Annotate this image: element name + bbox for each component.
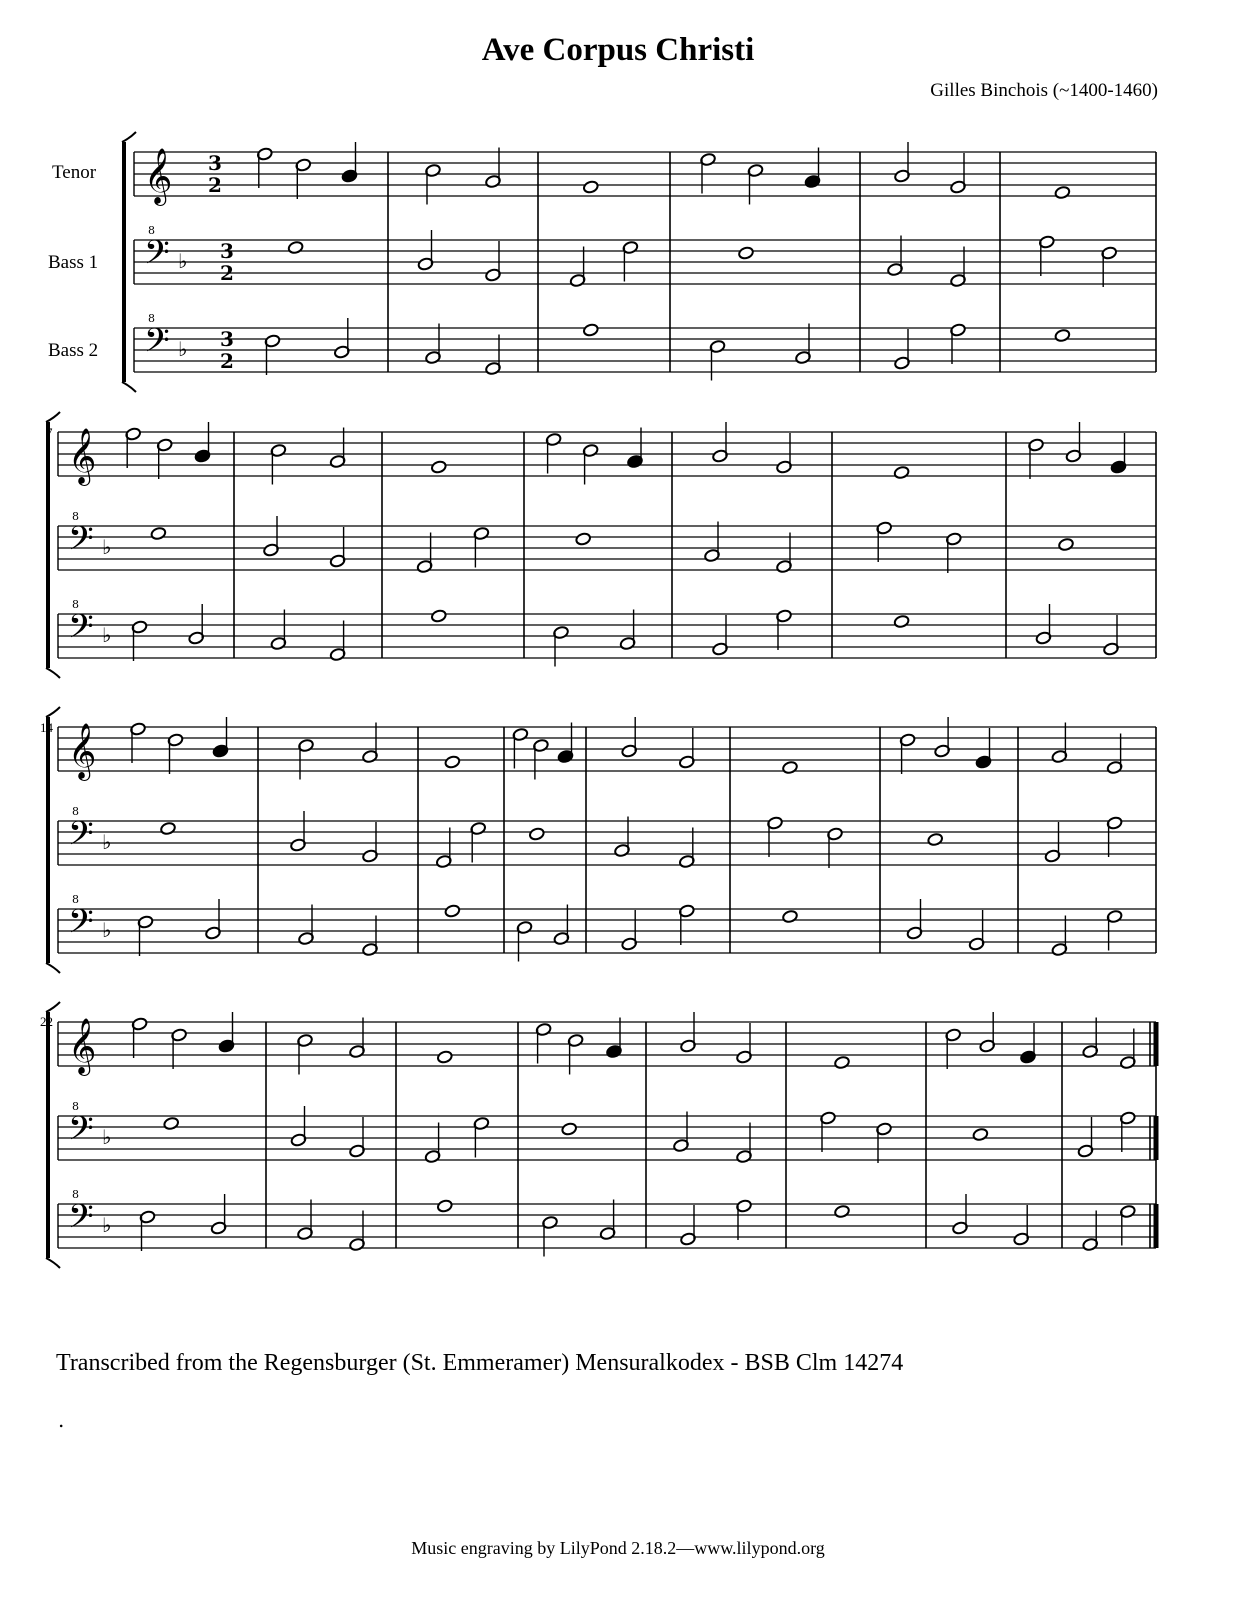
note-head (431, 609, 448, 623)
flat-key-signature: ♭ (102, 918, 112, 942)
note-head (444, 755, 461, 769)
octave-mark: 8 (148, 224, 155, 237)
time-signature-top: 3 (220, 239, 234, 263)
time-signature-bottom: 2 (220, 349, 234, 373)
bracket-tip (122, 382, 136, 392)
flat-key-signature: ♭ (102, 1125, 112, 1149)
staff-label-bass2: Bass 2 (48, 340, 99, 361)
note-head (163, 1116, 180, 1130)
treble-clef-icon: 𝄞 (144, 148, 173, 204)
note-head (893, 614, 910, 628)
note-head (834, 1204, 851, 1218)
octave-mark: 8 (72, 1100, 79, 1113)
composer-credit: Gilles Binchois (~1400-1460) (930, 80, 1158, 101)
note-head (834, 1055, 851, 1069)
time-signature-bottom: 2 (220, 261, 234, 285)
bracket-tip (46, 412, 60, 422)
octave-mark: 8 (72, 805, 79, 818)
treble-clef-icon: 𝄞 (68, 1018, 97, 1074)
page-title: Ave Corpus Christi (481, 32, 755, 68)
note-head (738, 246, 755, 260)
octave-mark: 8 (72, 510, 79, 523)
system-number-3: 14 (40, 720, 53, 735)
note-head (583, 180, 600, 194)
bass-clef-icon: 𝄢 (68, 608, 94, 654)
note-head (1054, 328, 1071, 342)
note-head (583, 323, 600, 337)
note-head (160, 821, 177, 835)
treble-clef-icon: 𝄞 (68, 428, 97, 484)
flat-key-signature: ♭ (102, 623, 112, 647)
time-signature-bottom: 2 (208, 173, 222, 197)
system-number-4: 22 (40, 1014, 53, 1029)
octave-mark: 8 (72, 893, 79, 906)
note-head (431, 460, 448, 474)
octave-mark: 8 (148, 312, 155, 325)
flat-key-signature: ♭ (178, 337, 188, 361)
treble-clef-icon: 𝄞 (68, 723, 97, 779)
note-head (972, 1127, 989, 1141)
flat-key-signature: ♭ (102, 830, 112, 854)
note-head (927, 832, 944, 846)
bass-clef-icon: 𝄢 (144, 234, 170, 280)
flat-key-signature: ♭ (178, 249, 188, 273)
bass-clef-icon: 𝄢 (68, 903, 94, 949)
bracket-tip (46, 1258, 60, 1268)
source-note: Transcribed from the Regensburger (St. Emmeramer) Mensuralkodex - BSB Clm 14274 (56, 1350, 904, 1376)
bass-clef-icon: 𝄢 (68, 1198, 94, 1244)
stray-dot: . (58, 1408, 65, 1432)
note-head (437, 1050, 454, 1064)
engraving-credit: Music engraving by LilyPond 2.18.2—www.lilypond.org (411, 1538, 825, 1558)
bass-clef-icon: 𝄢 (68, 520, 94, 566)
system-number-2: 7 (46, 425, 53, 440)
flat-key-signature: ♭ (102, 535, 112, 559)
octave-mark: 8 (72, 598, 79, 611)
note-head (437, 1199, 454, 1213)
octave-mark: 8 (72, 1188, 79, 1201)
note-head (287, 240, 304, 254)
note-head (529, 827, 546, 841)
note-head (561, 1122, 578, 1136)
note-head (444, 904, 461, 918)
note-head (893, 465, 910, 479)
note-head (782, 909, 799, 923)
bass-clef-icon: 𝄢 (68, 815, 94, 861)
bracket-tip (46, 668, 60, 678)
note-head (782, 760, 799, 774)
note-head (150, 526, 167, 540)
flat-key-signature: ♭ (102, 1213, 112, 1237)
time-signature-top: 3 (208, 151, 222, 175)
note-head (1054, 185, 1071, 199)
bass-clef-icon: 𝄢 (144, 322, 170, 368)
bracket-tip (122, 132, 136, 142)
bracket-tip (46, 1002, 60, 1012)
bass-clef-icon: 𝄢 (68, 1110, 94, 1156)
bracket-tip (46, 707, 60, 717)
staff-label-tenor: Tenor (52, 162, 97, 183)
time-signature-top: 3 (220, 327, 234, 351)
bracket-tip (46, 963, 60, 973)
staff-label-bass1: Bass 1 (48, 252, 99, 273)
note-head (1058, 537, 1075, 551)
note-head (575, 532, 592, 546)
